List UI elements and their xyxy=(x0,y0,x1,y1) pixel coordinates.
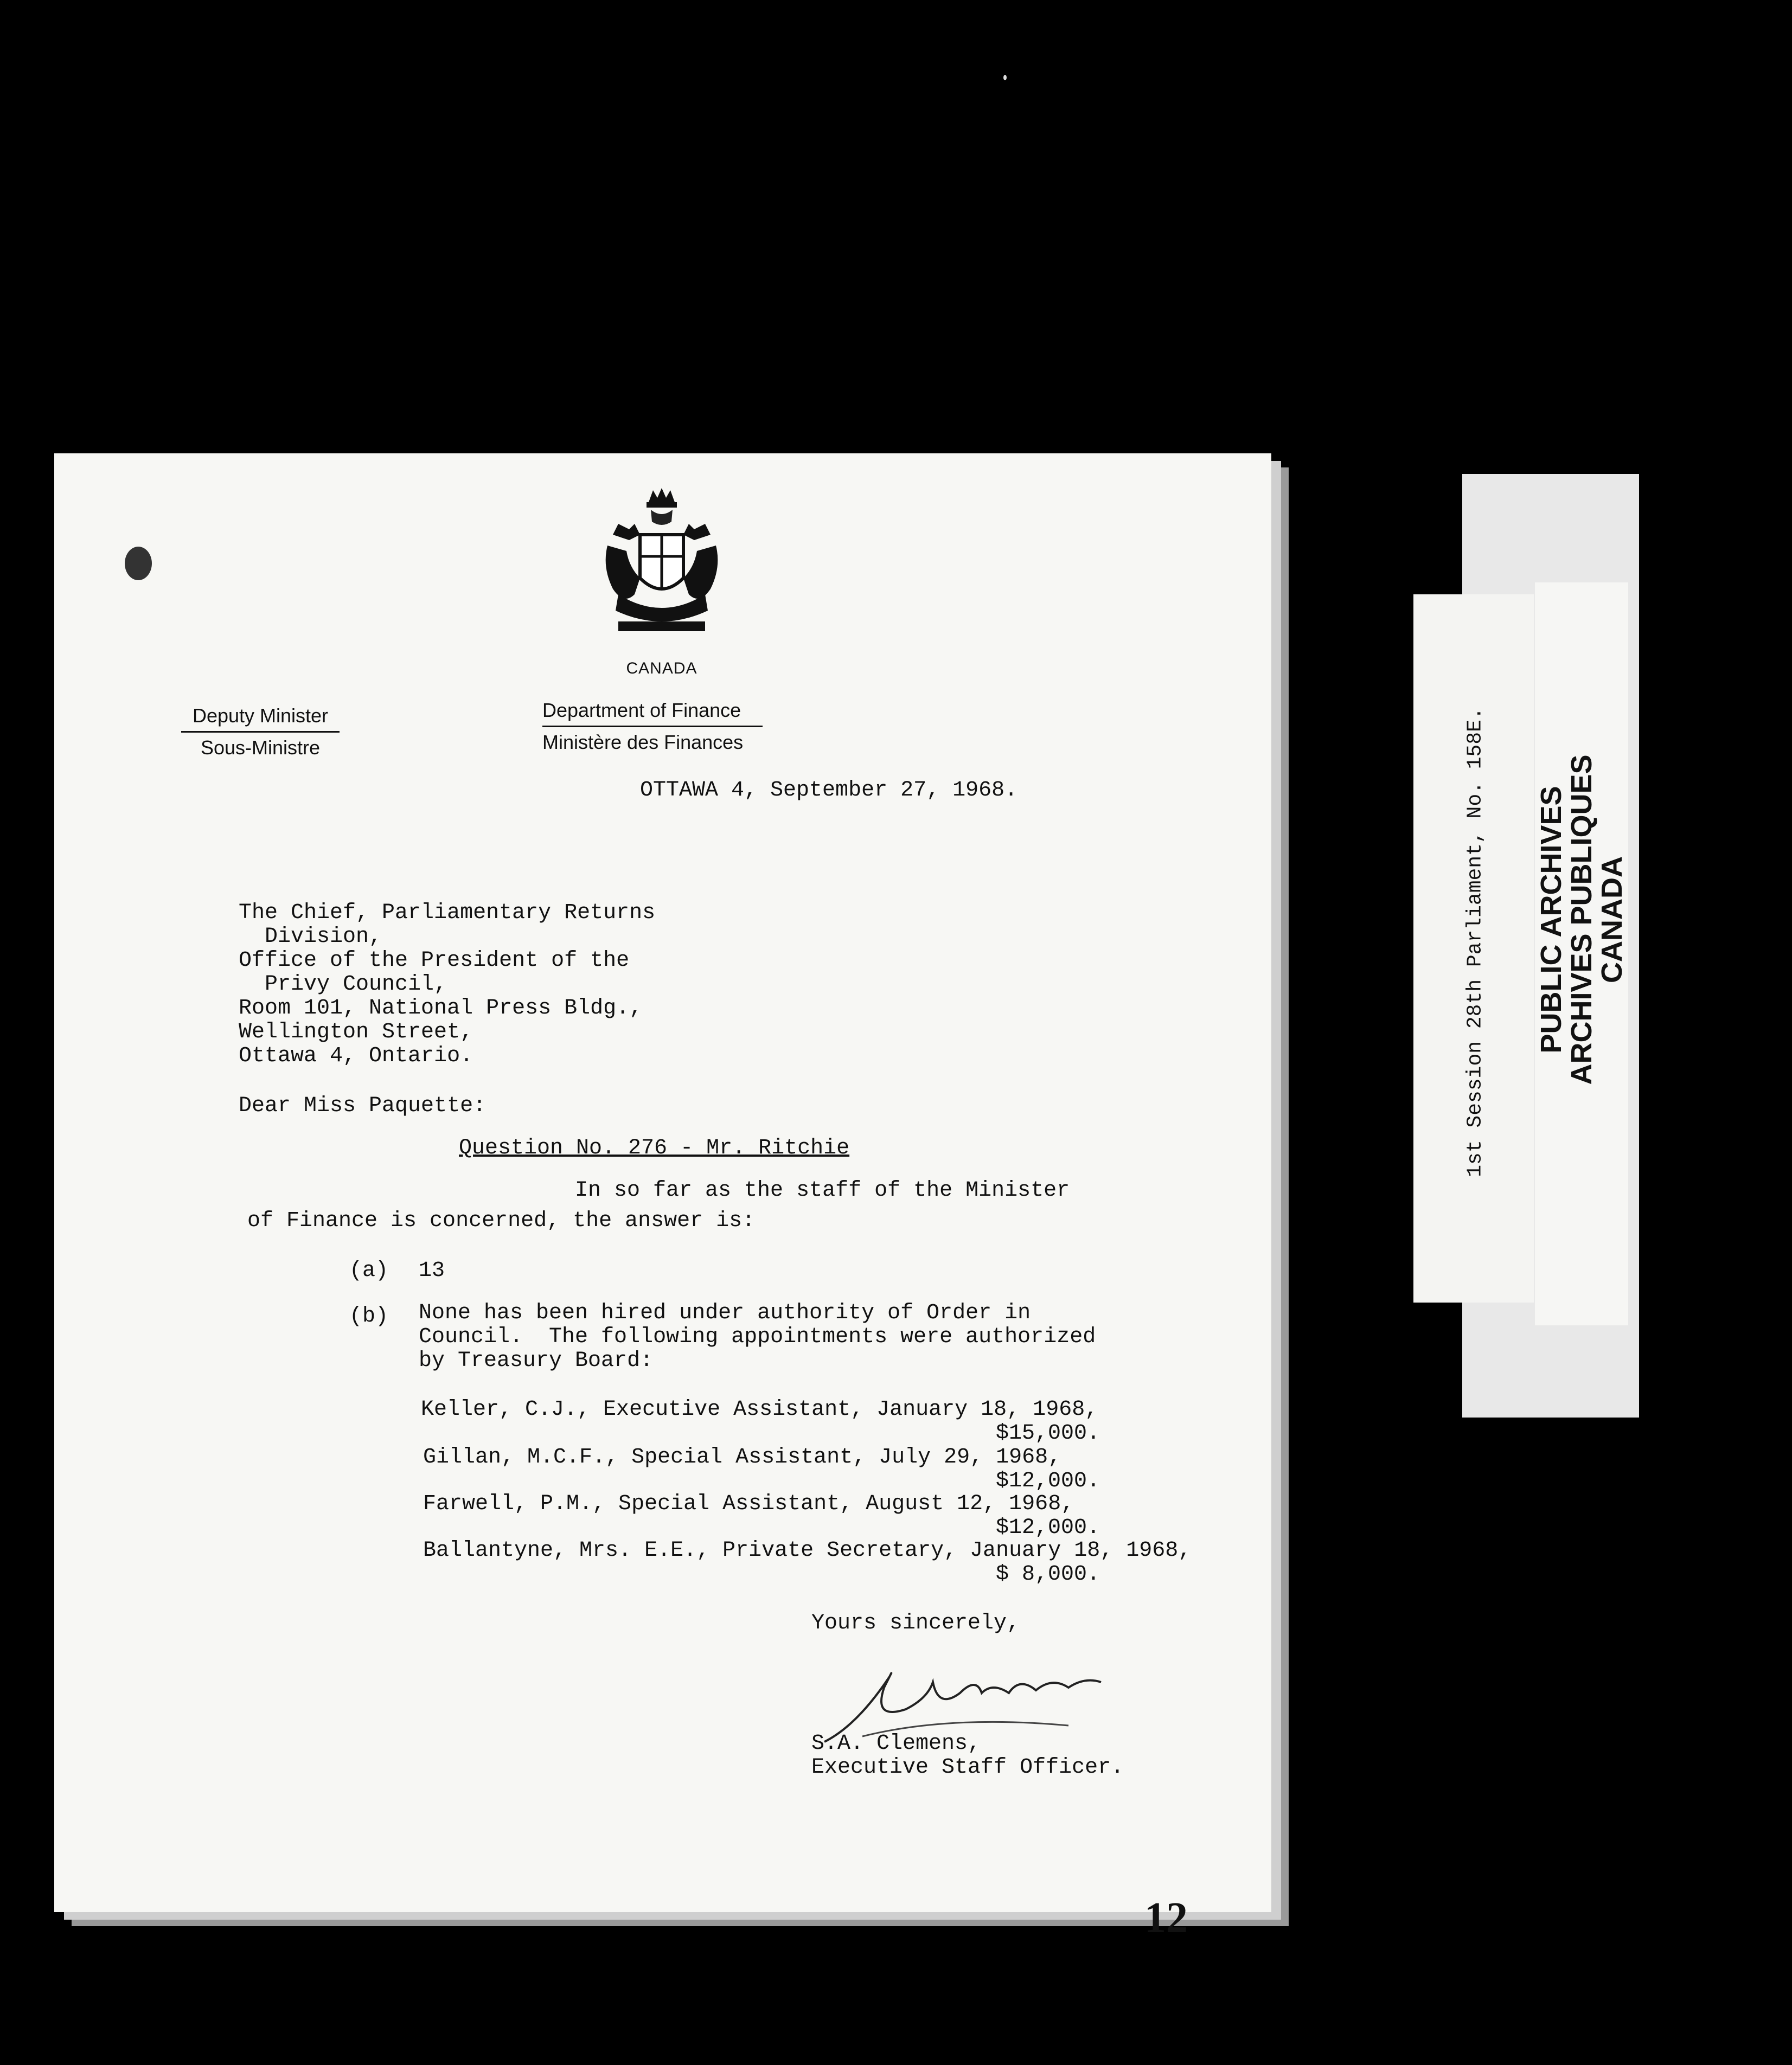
address-line: Ottawa 4, Ontario. xyxy=(239,1044,473,1068)
archive-stamp-line: ARCHIVES PUBLIQUES xyxy=(1565,754,1598,1085)
address-line: The Chief, Parliamentary Returns xyxy=(239,901,656,925)
appointment-entry: Ballantyne, Mrs. E.E., Private Secretary, January 18, 1968, xyxy=(423,1538,1192,1563)
archive-stamp xyxy=(1536,540,1627,1299)
appointment-entry: Gillan, M.C.F., Special Assistant, July 29, 1968, xyxy=(423,1445,1061,1470)
appointment-entry: Farwell, P.M., Special Assistant, August 12, 1968, xyxy=(423,1492,1074,1516)
archive-stamp-line: CANADA xyxy=(1596,856,1628,983)
signer-title: Executive Staff Officer. xyxy=(811,1755,1124,1780)
appointment-salary: $12,000. xyxy=(996,1516,1100,1540)
department-divider xyxy=(542,726,763,727)
film-speck xyxy=(1003,75,1007,80)
subject-line: Question No. 276 - Mr. Ritchie xyxy=(459,1136,850,1160)
closing: Yours sincerely, xyxy=(811,1611,1020,1636)
address-line: Wellington Street, xyxy=(239,1020,473,1044)
office-fr: Sous-Ministre xyxy=(200,736,321,759)
address-line: Room 101, National Press Bldg., xyxy=(239,996,643,1021)
office-en: Deputy Minister xyxy=(192,704,329,727)
page-number: 12 xyxy=(1144,1894,1188,1942)
date-line: OTTAWA 4, September 27, 1968. xyxy=(640,778,1018,803)
office-heading xyxy=(179,701,342,763)
country-name: CANADA xyxy=(626,659,697,677)
office-divider xyxy=(181,731,340,733)
archive-session-reference: 1st Session 28th Parliament, No. 158E. xyxy=(1463,707,1487,1177)
department-en: Department of Finance xyxy=(542,699,741,721)
body-text: Council. The following appointments were authorized xyxy=(419,1325,1096,1349)
salutation: Dear Miss Paquette: xyxy=(239,1094,487,1118)
punch-hole xyxy=(125,547,152,580)
body-text: None has been hired under authority of Order in xyxy=(419,1301,1031,1325)
department-heading xyxy=(542,695,781,758)
department-fr: Ministère des Finances xyxy=(542,731,744,753)
letter-sheet xyxy=(54,453,1271,1942)
appointment-salary: $15,000. xyxy=(996,1421,1100,1446)
coat-of-arms-logo xyxy=(597,486,727,643)
address-line: Division, xyxy=(239,925,382,949)
appointment-salary: $ 8,000. xyxy=(996,1562,1100,1587)
item-label: (b) xyxy=(349,1304,389,1329)
archive-stamp-line: PUBLIC ARCHIVES xyxy=(1535,786,1567,1054)
body-text: In so far as the staff of the Minister xyxy=(575,1178,1070,1203)
item-label: (a) xyxy=(349,1259,389,1283)
appointment-entry: Keller, C.J., Executive Assistant, January 18, 1968, xyxy=(421,1397,1098,1422)
item-value: 13 xyxy=(419,1259,445,1283)
appointment-salary: $12,000. xyxy=(996,1469,1100,1493)
address-line: Office of the President of the xyxy=(239,948,630,973)
signer-name: S.A. Clemens, xyxy=(811,1731,981,1756)
address-line: Privy Council, xyxy=(239,972,447,997)
body-text: by Treasury Board: xyxy=(419,1349,654,1373)
body-text: of Finance is concerned, the answer is: xyxy=(247,1209,756,1233)
